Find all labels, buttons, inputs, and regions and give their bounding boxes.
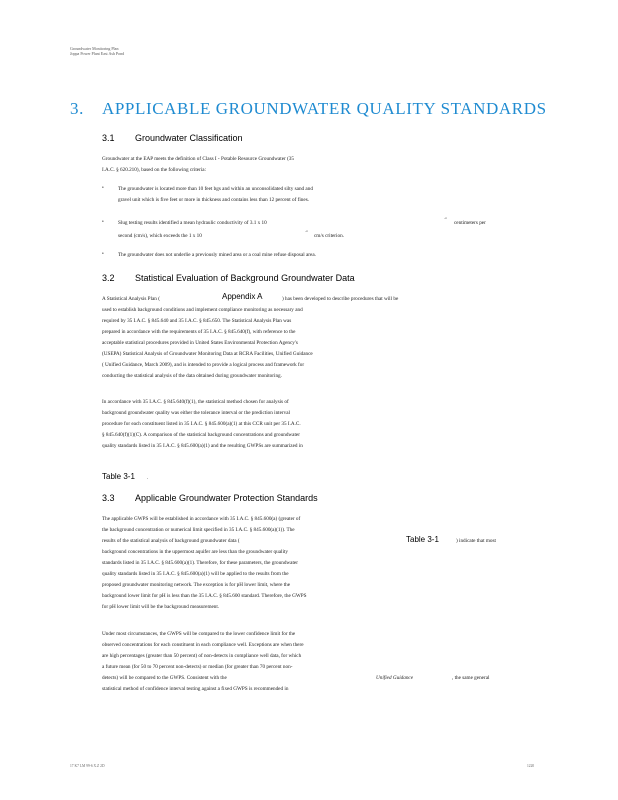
section-3-2-title: Statistical Evaluation of Background Groundwater Data	[135, 273, 355, 283]
s33-p2-line: observed concentrations for each constituent in each compliance well. Exceptions are when there	[102, 642, 304, 648]
s32-p1-line-1-start: A Statistical Analysis Plan (	[102, 296, 160, 302]
s32-p1-line-1-end: ) has been developed to describe procedures that will be	[282, 296, 399, 302]
header-line-2: Joppa Power Plant East Ash Pond	[70, 51, 125, 56]
s33-p2-line: are high percentages (greater than 50 percent) of non-detects in compliance well data, for which	[102, 653, 302, 659]
s32-p1-line: (USEPA) Statistical Analysis of Groundwater Monitoring Data at RCRA Facilities, Unified Guidance	[102, 351, 313, 357]
s33-p2-line: detects) will be compared to the GWPS. Consistent with the	[102, 675, 227, 681]
s31-bullet-2-line-1: Slug testing results identified a mean hydraulic conductivity of 3.1 x 10	[118, 220, 267, 226]
s33-p2-line: a future mean (for 50 to 70 percent non-detects) or median (for greater than 70 percent non-	[102, 664, 293, 670]
s32-p1-line: used to establish background conditions and implement compliance monitoring as necessary and	[102, 307, 303, 313]
s32-p2-line: procedure for each constituent listed in 35 I.A.C. § 845.600(a)(1) at this CCR unit per 35 I.A.C.	[102, 421, 301, 427]
s32-p1-line: required by 35 I.A.C. § 845.640 and 35 I.A.C. § 845.650. The Statistical Analysis Plan was	[102, 318, 292, 324]
s32-p2-line: In accordance with 35 I.A.C. § 845.640(f)(1), the statistical method chosen for analysis of	[102, 399, 289, 405]
s33-p1-line-3-end: ) indicate that most	[456, 538, 496, 544]
s32-p1-line: conducting the statistical analysis of the data obtained during groundwater monitoring.	[102, 373, 282, 379]
s32-p1-line: acceptable statistical procedures provided in United States Environmental Protection Agency's	[102, 340, 298, 346]
bullet-icon: •	[102, 220, 104, 225]
s33-p1-line: quality standards listed in 35 I.A.C. § 845.600(a)(1) will be applied to the results from the	[102, 571, 289, 577]
s33-p1-line: background concentrations in the uppermost aquifer are less than the groundwater quality	[102, 549, 288, 555]
chapter-title: APPLICABLE GROUNDWATER QUALITY STANDARDS	[102, 99, 547, 118]
s32-p2-end: .	[147, 475, 149, 481]
footer-left: 17 K7 LM 99-6 X.Z 2D	[70, 764, 105, 768]
s31-bullet-2-sup-2: -4	[305, 229, 308, 233]
s32-p2-line: § 845.640(f)(1)(C). A comparison of the statistical background concentrations and groundwater	[102, 432, 300, 438]
appendix-a-link[interactable]: Appendix A	[222, 292, 263, 301]
table-3-1-link[interactable]: Table 3-1	[406, 535, 439, 544]
s31-intro-line-2: I.A.C. § 620.210), based on the following criteria:	[102, 167, 207, 173]
s33-p1-line: proposed groundwater monitoring network. The exception is for pH lower limit, where the	[102, 582, 291, 588]
s33-p2-line-5-end: , the same general	[452, 675, 490, 681]
bullet-icon: •	[102, 252, 104, 257]
s32-p1-line: prepared in accordance with the requirements of 35 I.A.C. § 845.640(f), with reference to the	[102, 329, 296, 335]
s31-bullet-3-line-1: The groundwater does not underlie a previously mined area or a coal mine refuse disposal area.	[118, 252, 316, 258]
s33-p1-line: for pH lower limit will be the background measurement.	[102, 604, 220, 610]
section-3-3-number: 3.3	[102, 493, 115, 503]
s31-bullet-2-line-2-end: cm/s criterion.	[314, 233, 344, 239]
s33-p1-line: the background concentration or numerical limit specified in 35 I.A.C. § 845.600(a)(1)). The	[102, 527, 295, 533]
s31-bullet-2-line-2: second (cm/s), which exceeds the 1 x 10	[118, 233, 202, 239]
s32-p1-line: ( Unified Guidance, March 2009), and is intended to provide a logical process and framework for	[102, 362, 305, 368]
s31-bullet-2-line-1-end: centimeters per	[454, 220, 486, 226]
chapter-number: 3.	[70, 99, 84, 118]
unified-guidance-ref: Unified Guidance	[376, 675, 414, 681]
s31-bullet-2-sup-1: -4	[444, 216, 447, 220]
page-number: 1220	[527, 764, 535, 768]
s33-p2-last-line: statistical method of confidence interval testing against a fixed GWPS is recommended in	[102, 686, 289, 692]
s32-p2-line: background groundwater quality was either the tolerance interval or the prediction interval	[102, 410, 290, 416]
s33-p1-line: The applicable GWPS will be established in accordance with 35 I.A.C. § 845.600(a) (greater of	[102, 516, 301, 522]
section-3-1-number: 3.1	[102, 133, 115, 143]
s31-intro-line-1: Groundwater at the EAP meets the definition of Class I - Potable Resource Groundwater (35	[102, 156, 294, 162]
header-line-1: Groundwater Monitoring Plan	[70, 46, 119, 51]
table-3-1-link[interactable]: Table 3-1	[102, 472, 135, 481]
s33-p2-line: Under most circumstances, the GWPS will be compared to the lower confidence limit for the	[102, 631, 296, 637]
bullet-icon: •	[102, 186, 104, 191]
s32-p2-line: quality standards listed in 35 I.A.C. § 845.600(a)(1) and the resulting GWPSs are summarized in	[102, 443, 303, 449]
s31-bullet-1-line-2: gravel unit which is five feet or more in thickness and contains less than 12 percent of fines.	[118, 197, 310, 203]
section-3-2-number: 3.2	[102, 273, 115, 283]
s33-p1-line: background lower limit for pH is less than the 35 I.A.C. § 845.600 standard. Therefore, the GWPS	[102, 593, 307, 599]
section-3-3-title: Applicable Groundwater Protection Standards	[135, 493, 318, 503]
section-3-1-title: Groundwater Classification	[135, 133, 243, 143]
s31-bullet-1-line-1: The groundwater is located more than 10 feet bgs and within an unconsolidated silty sand and	[118, 186, 313, 192]
s33-p1-line-3-start: results of the statistical analysis of background groundwater data (	[102, 538, 240, 544]
s33-p1-line: standards listed in 35 I.A.C. § 845.600(a)(1). Therefore, for these parameters, the groundwater	[102, 560, 298, 566]
